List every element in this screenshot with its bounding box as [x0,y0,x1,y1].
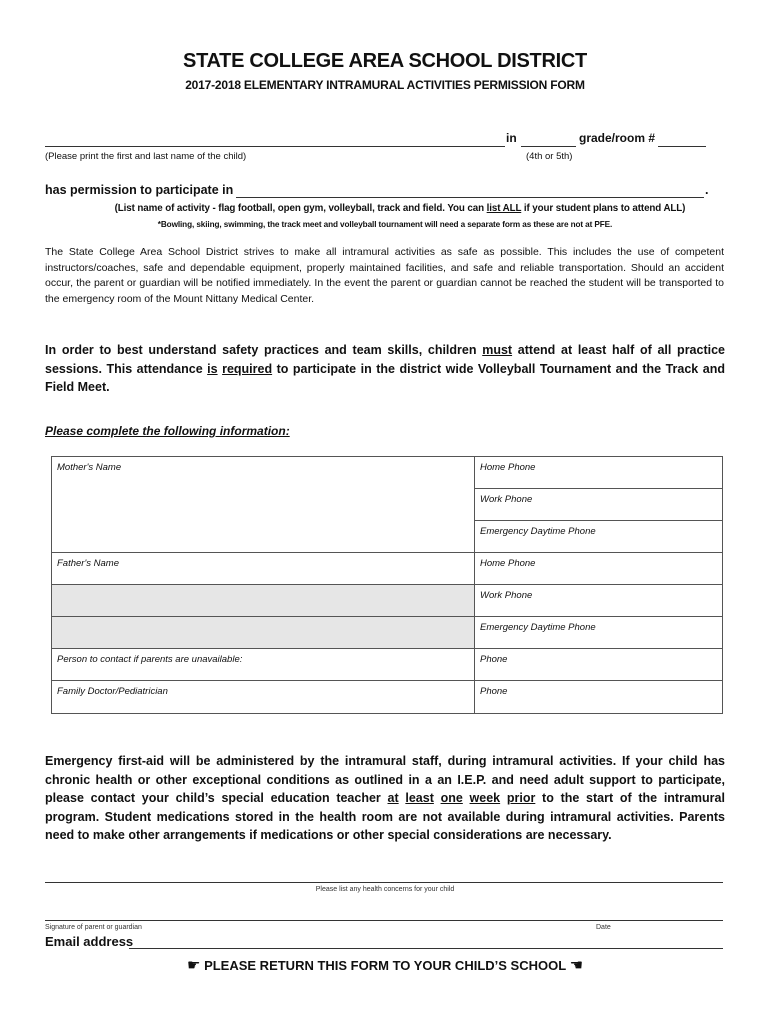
mother-home-phone-cell[interactable]: Home Phone [475,457,723,489]
pointing-hand-right-icon: ☛ [186,956,201,974]
activity-note: (List name of activity - flag football, open gym, volleyball, track and field. You can list ALL if your student plans to attend ALL) [114,203,686,214]
form-subtitle: 2017-2018 ELEMENTARY INTRAMURAL ACTIVITIES PERMISSION FORM [185,78,585,92]
return-note: ☛ PLEASE RETURN THIS FORM TO YOUR CHILD’S SCHOOL ☚ [186,956,584,974]
form-title: STATE COLLEGE AREA SCHOOL DISTRICT [183,50,587,72]
father-home-phone-cell[interactable]: Home Phone [475,553,723,585]
health-concerns-hint: Please list any health concerns for your child [315,886,455,893]
grade-hint: (4th or 5th) [526,151,573,162]
doctor-cell[interactable]: Family Doctor/Pediatrician [52,681,475,714]
grade-room-label: grade/room # [579,131,656,145]
emergency-paragraph: Emergency first-aid will be administered by the intramural staff, during intramural activities. If your child has chronic health or other exceptional conditions as outlined in a an I.E.P. and need adult support to participate, please contact your child’s special education teacher at least one week prior to the start of the intramural program. Student medications stored in the health room are not available during intramural activities. Parents need to make other arrangements if medications or other special considerations are necessary. [45,754,725,842]
email-label: Email address [45,934,134,949]
grade-field[interactable] [521,132,576,147]
table-row [52,649,723,681]
signature-field[interactable] [45,910,723,921]
father-name-continued-cell[interactable] [52,617,475,649]
mother-emergency-phone-cell[interactable]: Emergency Daytime Phone [475,521,723,553]
table-row [52,681,723,714]
separate-form-note: *Bowling, skiing, swimming, the track meet and volleyball tournament will need a separate form as these are not at PFE. [157,220,613,229]
father-work-phone-cell[interactable]: Work Phone [475,585,723,617]
email-field[interactable] [129,934,723,949]
child-name-hint: (Please print the first and last name of the child) [45,151,247,162]
father-name-continued-cell[interactable] [52,585,475,617]
mother-name-cell[interactable]: Mother's Name [52,457,475,553]
safety-paragraph: The State College Area School District strives to make all intramural activities as safe as possible. This includes the use of competent instructors/coaches, safe and dependable equipment, properly maintained facilities, and safe and reliable transportation. Should an accident occur, the parent or guardian will be notified immediately. In the event the parent or guardian cannot be reached the student will be transported to the emergency room of the Mount Nittany Medical Center. [45,246,724,305]
table-row [52,553,723,585]
health-concerns-field[interactable] [45,872,723,883]
date-hint: Date [596,924,611,931]
activity-field[interactable] [236,183,704,198]
table-row [52,617,723,649]
contact-info-table [51,456,723,714]
info-heading: Please complete the following information: [45,424,290,438]
alternate-contact-cell[interactable]: Person to contact if parents are unavailable: [52,649,475,681]
attendance-paragraph: In order to best understand safety practices and team skills, children must attend at least half of all practice sessions. This attendance is required to participate in the district wide Volleyball Tournament and the Track and Field Meet. [45,343,725,394]
table-row [52,457,723,489]
pointing-hand-left-icon: ☚ [569,956,584,974]
doctor-phone-cell[interactable]: Phone [475,681,723,714]
alternate-contact-phone-cell[interactable]: Phone [475,649,723,681]
room-field[interactable] [658,132,706,147]
permission-label: has permission to participate in [45,183,234,197]
child-name-field[interactable] [45,132,505,147]
signature-hint: Signature of parent or guardian [45,924,142,931]
table-row [52,585,723,617]
mother-work-phone-cell[interactable]: Work Phone [475,489,723,521]
permission-end: . [705,183,709,197]
in-label: in [506,131,517,145]
father-name-cell[interactable]: Father's Name [52,553,475,585]
father-emergency-phone-cell[interactable]: Emergency Daytime Phone [475,617,723,649]
